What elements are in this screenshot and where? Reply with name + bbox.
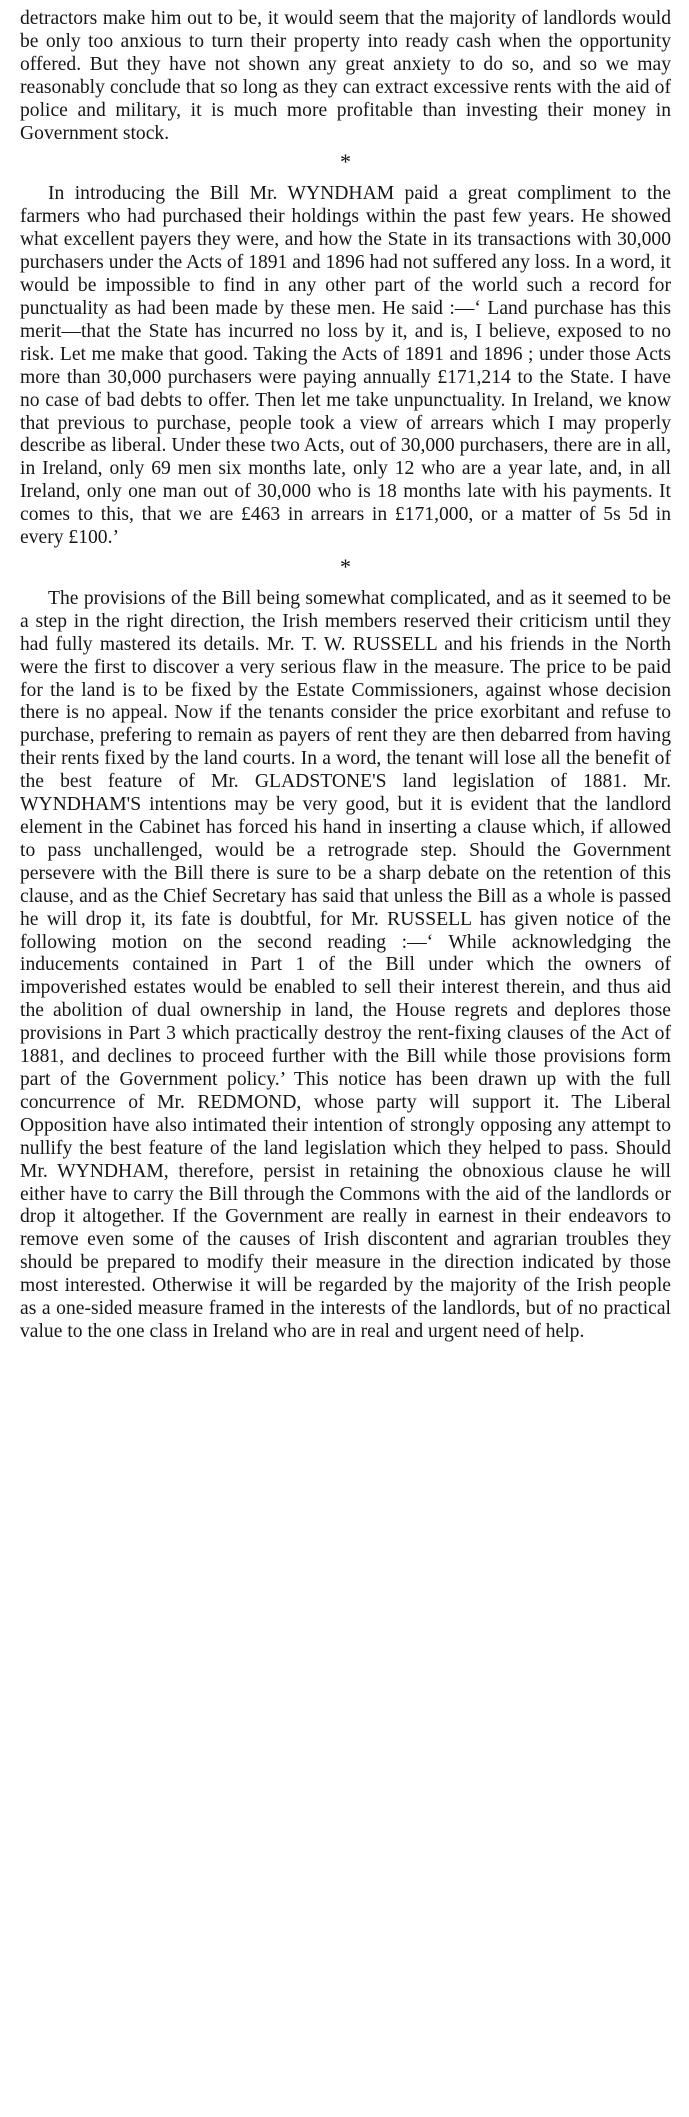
paragraph-2: In introducing the Bill Mr. WYNDHAM paid a great compliment to the farmers who had purchased their holdings within the past few years. He showed what excellent payers they were, and how the State in its transactions with 30,000 purchasers under the Acts of 1891 and 1896 had not suffered any loss. In a word, it would be impossible to find in any other part of the world such a record for punctuality as had been made by these men. He said :—‘ Land purchase has this merit—that the State has incurred no loss by it, and is, I believe, exposed to no risk. Let me make that good. Taking the Acts of 1891 and 1896 ; under those Acts more than 30,000 purchasers were paying annually £171,214 to the State. I have no case of bad debts to offer. Then let me take unpunctuality. In Ireland, we know that previous to purchase, people took a view of arrears which I may properly describe as liberal. Under these two Acts, out of 30,000 purchasers, there are in all, in Ireland, only 69 men six months late, only 12 who are a year late, and, in all Ireland, only one man out of 30,000 who is 18 months late with his payments. It comes to this, that we are £463 in arrears in £171,000, or a matter of 5s 5d in every £100.’ bbox=[20, 183, 671, 549]
section-separator-2: * bbox=[340, 553, 351, 579]
section-separator-1: * bbox=[340, 149, 351, 175]
paragraph-1: detractors make him out to be, it would seem that the majority of landlords would be only too anxious to turn their property into ready cash when the opportunity offered. But they have not shown any great anxiety to do so, and so we may reasonably conclude that so long as they can extract excessive rents with the aid of police and military, it is much more profitable than investing their money in Government stock. bbox=[20, 8, 671, 144]
paragraph-3: The provisions of the Bill being somewhat complicated, and as it seemed to be a step in the right direction, the Irish members reserved their criticism until they had fully mastered its details. Mr. T. W. RUSSELL and his friends in the North were the first to discover a very serious flaw in the measure. The price to be paid for the land is to be fixed by the Estate Commissioners, against whose decision there is no appeal. Now if the tenants consider the price exorbitant and refuse to purchase, prefering to remain as payers of rent they are then debarred from having their rents fixed by the land courts. In a word, the tenant will lose all the benefit of the best feature of Mr. GLADSTONE'S land legislation of 1881. Mr. WYNDHAM'S intentions may be very good, but it is evident that the landlord element in the Cabinet has forced his hand in inserting a clause which, if allowed to pass unchallenged, would be a retrograde step. Should the Government persevere with the Bill there is sure to be a sharp debate on the retention of this clause, and as the Chief Secretary has said that unless the Bill as a whole is passed he will drop it, its fate is doubtful, for Mr. RUSSELL has given notice of the following motion on the second reading :—‘ While acknowledging the inducements contained in Part 1 of the Bill under which the owners of impoverished estates would be enabled to sell their interest therein, and thus aid the abolition of dual ownership in land, the House regrets and deplores those provisions in Part 3 which practically destroy the rent-fixing clauses of the Act of 1881, and declines to proceed further with the Bill while those provisions form part of the Government policy.’ This notice has been drawn up with the full concurrence of Mr. REDMOND, whose party will support it. The Liberal Opposition have also intimated their intention of strongly opposing any attempt to nullify the best feature of the land legislation which they helped to pass. Should Mr. WYNDHAM, therefore, persist in retaining the obnoxious clause he will either have to carry the Bill through the Commons with the aid of the landlords or drop it altogether. If the Government are really in earnest in their endeavors to remove even some of the causes of Irish discontent and agrarian troubles they should be prepared to modify their measure in the direction indicated by those most interested. Otherwise it will be regarded by the majority of the Irish people as a one-sided measure framed in the interests of the landlords, but of no practical value to the one class in Ireland who are in real and urgent need of help. bbox=[20, 587, 671, 1342]
